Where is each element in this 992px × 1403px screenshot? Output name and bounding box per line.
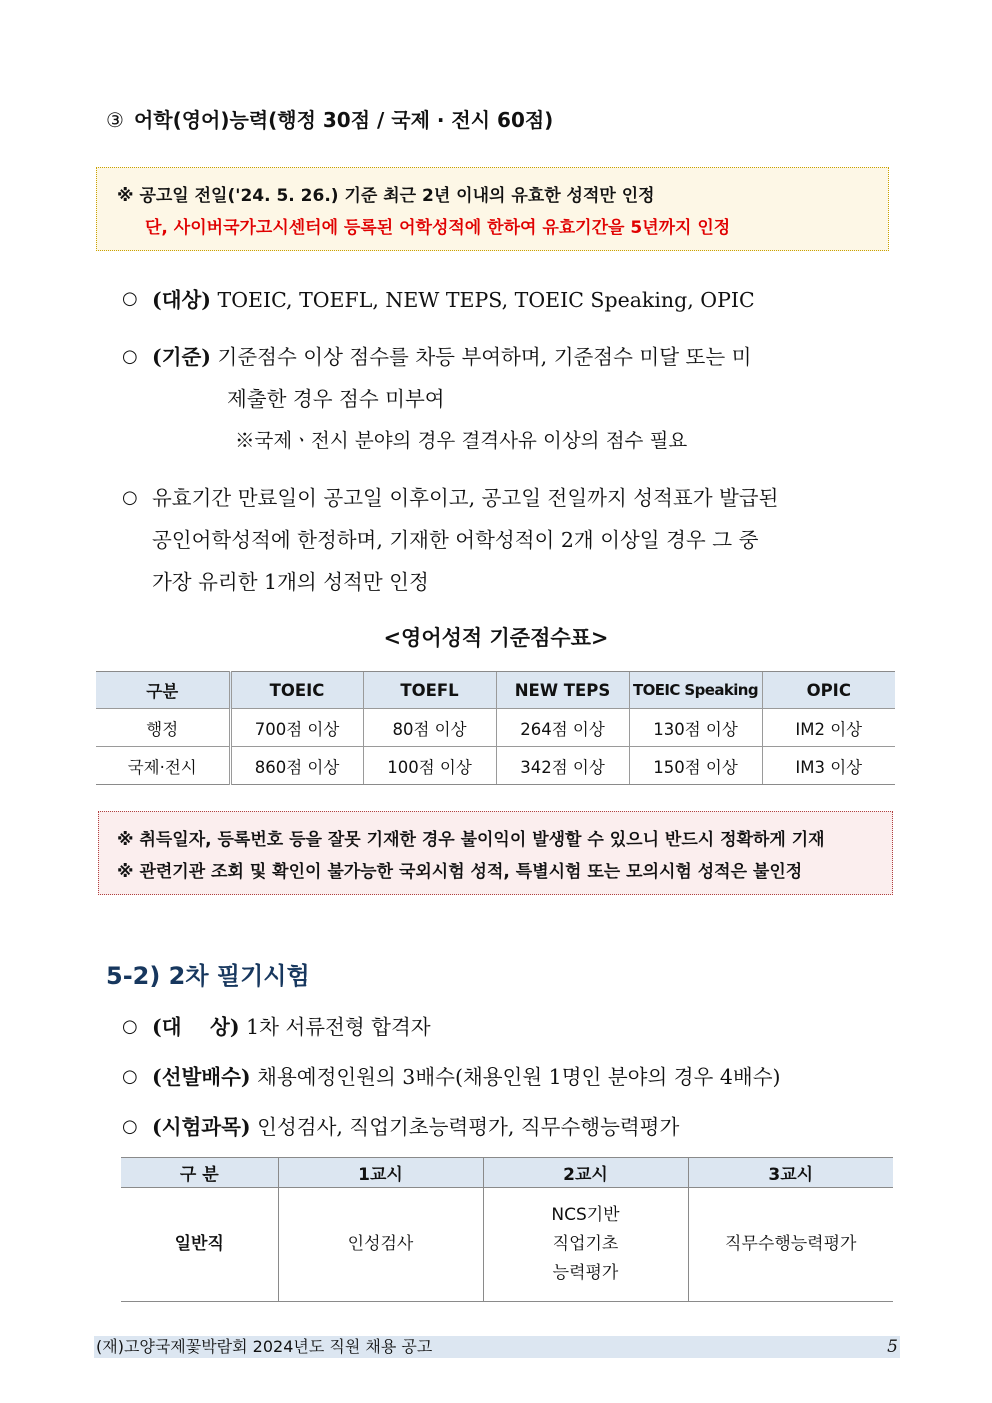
table-cell: IM3 이상: [762, 747, 895, 785]
notice-line-1: ※ 공고일 전일('24. 5. 26.) 기준 최근 2년 이내의 유효한 성적만 인정: [117, 186, 655, 206]
item-validity-line-3: 가장 유리한 1개의 성적만 인정: [152, 570, 429, 594]
bullet-icon: ○: [122, 1066, 138, 1087]
warning-line-1: ※ 취득일자, 등록번호 등을 잘못 기재한 경우 불이익이 발생할 수 있으니 반드시 정확하게 기재: [117, 830, 825, 850]
period-1-cell: 인성검사: [278, 1188, 483, 1302]
table-cell: 342점 이상: [496, 747, 629, 785]
exam-ratio-text: 채용예정인원의 3배수(채용인원 1명인 분야의 경우 4배수): [257, 1065, 781, 1089]
item-validity-line-1: 유효기간 만료일이 공고일 이후이고, 공고일 전일까지 성적표가 발급된: [152, 486, 779, 510]
header-cell: OPIC: [762, 672, 895, 709]
table-row: [96, 709, 895, 747]
exam-target: [152, 1006, 431, 1048]
table-row: [96, 747, 895, 785]
score-table-caption: <영어성적 기준점수표>: [383, 625, 609, 650]
item-target-text: TOEIC, TOEFL, NEW TEPS, TOEIC Speaking, OPIC: [217, 288, 755, 312]
header-cell: 구분: [96, 672, 230, 709]
item-validity-line-2: 공인어학성적에 한정하며, 기재한 어학성적이 2개 이상일 경우 그 중: [152, 528, 759, 552]
item-target: [152, 279, 755, 321]
section-number: ③: [106, 108, 124, 132]
header-cell: NEW TEPS: [496, 672, 629, 709]
header-cell: 2교시: [483, 1158, 688, 1188]
table-cell: 130점 이상: [629, 709, 762, 747]
bullet-icon: ○: [122, 487, 138, 508]
bullet-icon: ○: [122, 346, 138, 367]
section-title: 어학(영어)능력(행정 30점 / 국제 · 전시 60점): [133, 108, 554, 132]
exam-ratio: [152, 1056, 781, 1098]
table-cell: 행정: [96, 709, 230, 747]
exam-category-cell: 일반직: [121, 1188, 278, 1302]
header-cell: TOEFL: [363, 672, 496, 709]
item-criteria: [152, 336, 751, 378]
item-criteria-line-1: 기준점수 이상 점수를 차등 부여하며, 기준점수 미달 또는 미: [217, 345, 752, 369]
bullet-icon: ○: [122, 1116, 138, 1137]
warning-line-2: ※ 관련기관 조회 및 확인이 불가능한 국외시험 성적, 특별시험 또는 모의시험 성적은 불인정: [117, 862, 803, 882]
table-cell: 264점 이상: [496, 709, 629, 747]
exam-target-label: (대 상): [152, 1015, 240, 1039]
footer-text: (재)고양국제꽃박람회 2024년도 직원 채용 공고: [96, 1337, 433, 1356]
table-cell: 80점 이상: [363, 709, 496, 747]
exam-subjects-label: (시험과목): [152, 1115, 251, 1139]
exam-ratio-label: (선발배수): [152, 1065, 251, 1089]
exam-table: [121, 1157, 893, 1302]
header-cell: TOEIC: [230, 672, 363, 709]
notice-box: [96, 167, 889, 251]
bullet-icon: ○: [122, 288, 138, 309]
item-target-label: (대상): [152, 288, 212, 312]
period-2-line: NCS기반: [551, 1205, 620, 1225]
table-cell: 150점 이상: [629, 747, 762, 785]
notice-line-2: 단, 사이버국가고시센터에 등록된 어학성적에 한하여 유효기간을 5년까지 인정: [145, 218, 731, 238]
bullet-icon: ○: [122, 1016, 138, 1037]
header-cell: 3교시: [688, 1158, 893, 1188]
table-row: [121, 1188, 893, 1302]
table-header-row: [121, 1158, 893, 1188]
table-cell: 국제·전시: [96, 747, 230, 785]
item-criteria-line-2: 제출한 경우 점수 미부여: [227, 387, 445, 411]
item-criteria-label: (기준): [152, 345, 212, 369]
table-header-row: [96, 672, 895, 709]
table-cell: 860점 이상: [230, 747, 363, 785]
item-criteria-note: ※국제ㆍ전시 분야의 경우 결격사유 이상의 점수 필요: [235, 429, 688, 452]
page-number: 5: [887, 1337, 898, 1357]
table-cell: IM2 이상: [762, 709, 895, 747]
score-table: [96, 671, 895, 785]
table-cell: 100점 이상: [363, 747, 496, 785]
period-2-line: 직업기초: [552, 1234, 619, 1254]
written-exam-heading: 5-2) 2차 필기시험: [106, 962, 310, 990]
exam-subjects-text: 인성검사, 직업기초능력평가, 직무수행능력평가: [257, 1115, 680, 1139]
header-cell: 구 분: [121, 1158, 278, 1188]
exam-subjects: [152, 1106, 679, 1148]
exam-target-text: 1차 서류전형 합격자: [246, 1015, 431, 1039]
header-cell: TOEIC Speaking: [629, 672, 762, 709]
header-cell: 1교시: [278, 1158, 483, 1188]
period-3-cell: 직무수행능력평가: [688, 1188, 893, 1302]
section-heading: [106, 104, 553, 133]
table-cell: 700점 이상: [230, 709, 363, 747]
warning-box: [98, 811, 893, 895]
period-2-cell: [483, 1188, 688, 1302]
period-2-line: 능력평가: [552, 1263, 619, 1283]
